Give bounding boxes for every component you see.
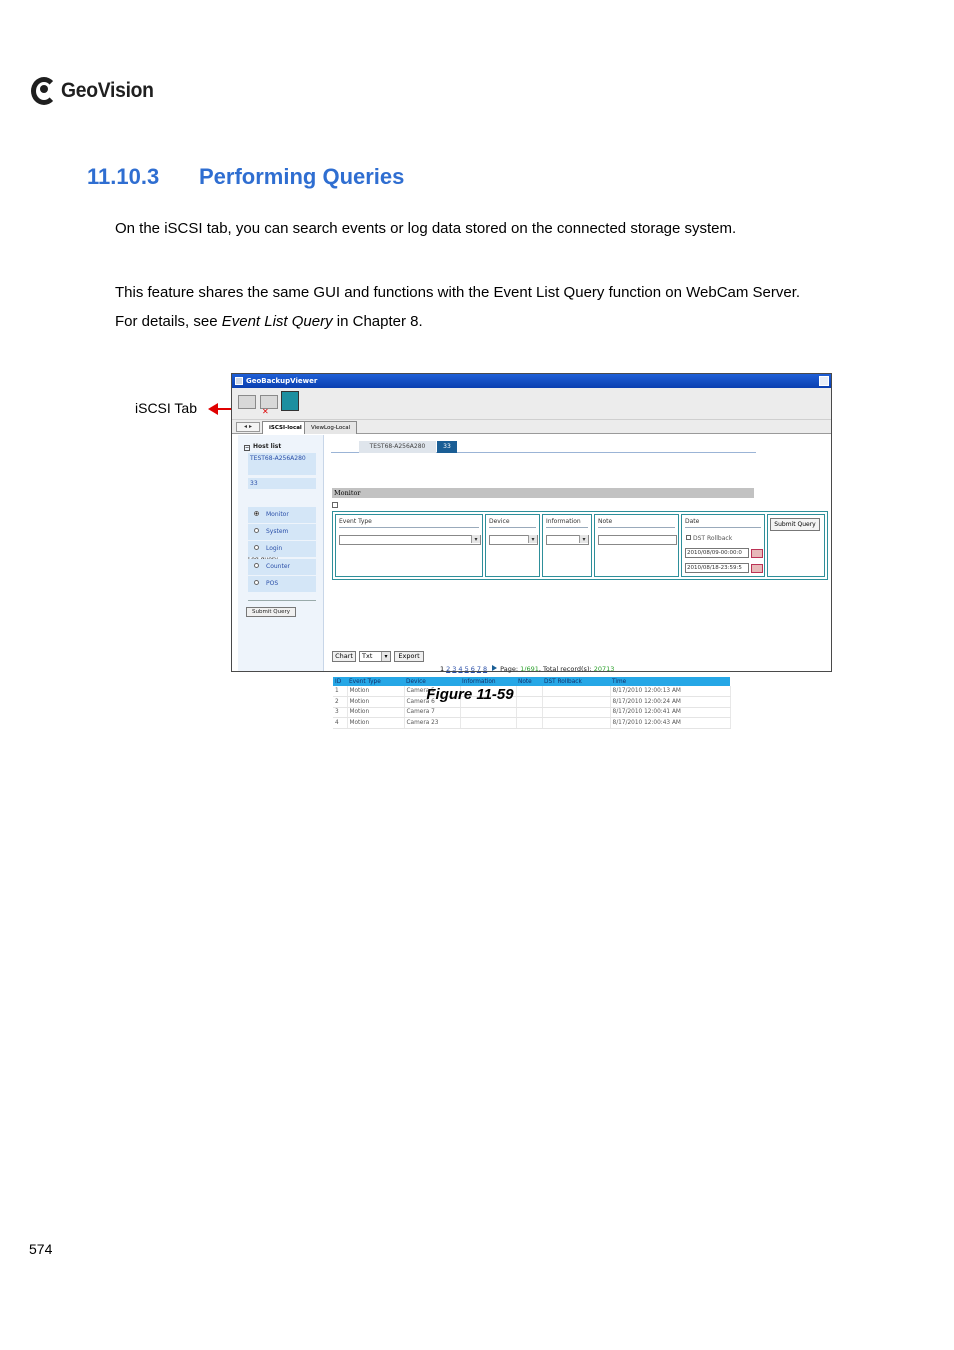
log-type-label: Counter	[266, 563, 290, 570]
cell-device: Camera 5	[404, 686, 460, 697]
paragraph-2-line-2	[115, 307, 423, 336]
checkbox-icon	[686, 535, 691, 540]
tab-nav-arrows-icon[interactable]: ◂ ▸	[236, 422, 260, 432]
event-type-label: Event Type	[339, 518, 479, 528]
cell-dst-rollback	[542, 718, 610, 729]
pager-link[interactable]: 5	[464, 665, 469, 673]
callout-label: iSCSI Tab	[135, 400, 197, 416]
sidebar-divider	[248, 600, 316, 601]
cell-time: 8/17/2010 12:00:13 AM	[610, 686, 730, 697]
cell-device: Camera 6	[404, 697, 460, 708]
log-type-counter[interactable]	[248, 559, 316, 575]
date-from-input[interactable]: 2010/08/09-00:00:0	[685, 548, 749, 558]
cell-note	[516, 707, 542, 718]
sidebar-submit-query-button[interactable]: Submit Query	[246, 607, 296, 617]
note-label: Note	[598, 518, 675, 528]
pager-link[interactable]: 2	[446, 665, 451, 673]
chart-button[interactable]: Chart	[332, 651, 356, 662]
log-type-login[interactable]	[248, 541, 316, 557]
query-form	[332, 511, 828, 580]
window-title: GeoBackupViewer	[246, 377, 318, 385]
cell-device: Camera 7	[404, 707, 460, 718]
radio-icon	[254, 545, 259, 550]
logo-mark-icon	[31, 76, 57, 106]
col-time[interactable]: Time	[610, 677, 730, 686]
para-reference-link-text: Event List Query	[221, 313, 333, 330]
disconnect-x-icon: ✕	[262, 407, 269, 416]
page-value: 1/691	[520, 665, 539, 673]
radio-icon	[254, 580, 259, 585]
event-list-icon[interactable]	[281, 391, 299, 411]
cell-event-type: Motion	[347, 697, 404, 708]
log-type-label: System	[266, 528, 289, 535]
cell-device: Camera 23	[404, 718, 460, 729]
export-button[interactable]: Export	[394, 651, 424, 662]
cell-event-type: Motion	[347, 707, 404, 718]
cell-information	[460, 707, 516, 718]
pager-link[interactable]: 3	[452, 665, 457, 673]
col-event-type[interactable]: Event Type	[347, 677, 404, 686]
col-id[interactable]: ID	[333, 677, 347, 686]
information-label: Information	[546, 518, 588, 528]
col-dst-rollback[interactable]: DST Rollback	[542, 677, 610, 686]
cell-time: 8/17/2010 12:00:24 AM	[610, 697, 730, 708]
logo-text: GeoVision	[61, 79, 154, 102]
information-select[interactable]	[546, 535, 589, 545]
tab-iscsi-local[interactable]: iSCSI-local	[262, 421, 309, 434]
pager-link[interactable]: 4	[458, 665, 463, 673]
cell-note	[516, 718, 542, 729]
dst-rollback-checkbox[interactable]	[686, 535, 732, 542]
host-item[interactable]: TEST68-A256A280	[248, 453, 316, 475]
app-icon	[235, 377, 243, 385]
section-title	[87, 164, 404, 190]
col-information[interactable]: Information	[460, 677, 516, 686]
window-tabstrip	[232, 420, 831, 434]
paragraph-1: On the iSCSI tab, you can search events or log data stored on the connected storage system.	[115, 220, 737, 237]
dst-rollback-label: DST Rollback	[693, 535, 733, 542]
log-type-label: POS	[266, 580, 279, 587]
host-list-header[interactable]	[244, 443, 281, 451]
figure-caption: Figure 11-59	[426, 686, 514, 703]
cell-dst-rollback	[542, 707, 610, 718]
host-tab-test68[interactable]: TEST68-A256A280	[359, 441, 436, 453]
device-cell	[485, 514, 540, 577]
event-type-select[interactable]	[339, 535, 481, 545]
pager-current: 1	[440, 665, 445, 673]
cell-event-type: Motion	[347, 686, 404, 697]
log-type-monitor[interactable]	[248, 507, 316, 523]
page-label: Page:	[500, 665, 519, 673]
cell-id: 1	[333, 686, 347, 697]
geovision-logo	[31, 74, 162, 108]
log-type-system[interactable]	[248, 524, 316, 540]
para-prefix: For details, see	[115, 313, 222, 330]
pager-link[interactable]: 8	[482, 665, 488, 673]
format-select[interactable]: Txt ▾	[359, 651, 391, 662]
date-to-input[interactable]: 2010/08/18-23:59:5	[685, 563, 749, 573]
log-type-label: Monitor	[266, 511, 289, 518]
tab-viewlog-local[interactable]: ViewLog-Local	[304, 421, 357, 434]
pager-link[interactable]: 7	[476, 665, 481, 673]
note-cell	[594, 514, 679, 577]
paragraph-2-line-1: This feature shares the same GUI and functions with the Event List Query function on WebCam Server.	[115, 284, 801, 301]
col-device[interactable]: Device	[404, 677, 460, 686]
cell-time: 8/17/2010 12:00:41 AM	[610, 707, 730, 718]
table-row[interactable]	[333, 718, 730, 729]
col-note[interactable]: Note	[516, 677, 542, 686]
total-value: 20713	[593, 665, 615, 673]
calendar-icon[interactable]	[751, 549, 763, 558]
next-page-icon[interactable]	[492, 665, 497, 671]
total-label: , Total record(s):	[538, 665, 592, 673]
log-type-pos[interactable]	[248, 576, 316, 592]
pager-link[interactable]: 6	[470, 665, 475, 673]
table-row[interactable]	[333, 707, 730, 718]
device-select[interactable]	[489, 535, 538, 545]
date-cell	[681, 514, 765, 577]
radio-icon	[254, 563, 259, 568]
table-header-row	[333, 677, 730, 686]
calendar-icon[interactable]	[751, 564, 763, 573]
radio-selected-icon	[254, 511, 259, 516]
host-item[interactable]: 33	[248, 478, 316, 489]
note-input[interactable]	[598, 535, 677, 545]
date-label: Date	[685, 518, 761, 528]
collapse-icon: −	[245, 445, 250, 451]
information-cell	[542, 514, 592, 577]
cell-id: 4	[333, 718, 347, 729]
cell-time: 8/17/2010 12:00:43 AM	[610, 718, 730, 729]
cell-information	[460, 718, 516, 729]
para-suffix: in Chapter 8.	[332, 313, 423, 330]
host-list-label: Host list	[253, 443, 282, 450]
cell-id: 3	[333, 707, 347, 718]
collapse-icon[interactable]	[332, 502, 338, 508]
cell-event-type: Motion	[347, 718, 404, 729]
radio-icon	[254, 528, 259, 533]
submit-query-button[interactable]: Submit Query	[770, 518, 820, 531]
device-label: Device	[489, 518, 536, 528]
toolbar	[232, 388, 831, 420]
host-tabs	[331, 439, 756, 453]
event-type-cell	[335, 514, 483, 577]
section-title-text: Performing Queries	[199, 164, 405, 189]
host-tab-33[interactable]: 33	[437, 441, 457, 453]
cell-id: 2	[333, 697, 347, 708]
log-type-label: Login	[266, 545, 283, 552]
window-titlebar	[232, 374, 831, 388]
connect-icon[interactable]	[238, 395, 256, 409]
section-number: 11.10.3	[87, 164, 160, 189]
sidebar	[238, 435, 324, 671]
minimize-button[interactable]	[819, 376, 829, 386]
pager	[440, 665, 614, 673]
monitor-header: Monitor	[332, 488, 754, 498]
page-number: 574	[29, 1241, 53, 1257]
